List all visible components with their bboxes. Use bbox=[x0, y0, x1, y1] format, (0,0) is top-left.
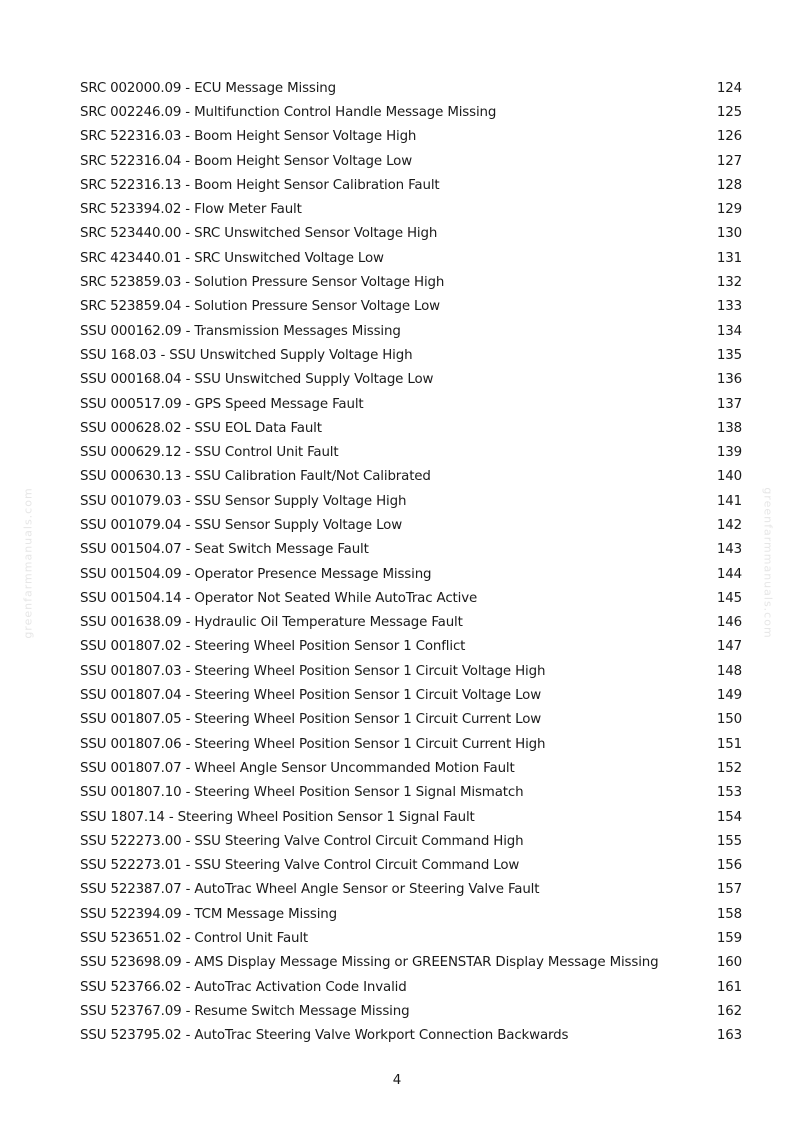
toc-entry-title: SSU 000168.04 - SSU Unswitched Supply Voltage Low bbox=[80, 372, 434, 388]
toc-entry[interactable] bbox=[80, 683, 742, 707]
toc-entry-title: SSU 000517.09 - GPS Speed Message Fault bbox=[80, 396, 364, 412]
toc-entry-title: SSU 001807.07 - Wheel Angle Sensor Uncommanded Motion Fault bbox=[80, 760, 515, 776]
toc-entry-page: 139 bbox=[716, 445, 742, 461]
toc-entry[interactable] bbox=[80, 343, 742, 367]
toc-entry[interactable] bbox=[80, 100, 742, 124]
toc-entry-page: 151 bbox=[716, 736, 742, 752]
toc-entry[interactable] bbox=[80, 125, 742, 149]
toc-entry-page: 129 bbox=[716, 202, 742, 218]
toc-entry[interactable] bbox=[80, 197, 742, 221]
toc-entry[interactable] bbox=[80, 319, 742, 343]
toc-entry-title: SSU 001807.05 - Steering Wheel Position Sensor 1 Circuit Current Low bbox=[80, 712, 542, 728]
toc-entry-title: SRC 523394.02 - Flow Meter Fault bbox=[80, 202, 302, 218]
toc-entry[interactable] bbox=[80, 854, 742, 878]
toc-entry-title: SSU 522273.01 - SSU Steering Valve Control Circuit Command Low bbox=[80, 858, 520, 874]
toc-entry[interactable] bbox=[80, 246, 742, 270]
toc-entry[interactable] bbox=[80, 173, 742, 197]
toc-entry[interactable] bbox=[80, 513, 742, 537]
toc-entry[interactable] bbox=[80, 975, 742, 999]
toc-entry[interactable] bbox=[80, 805, 742, 829]
toc-entry[interactable] bbox=[80, 659, 742, 683]
toc-entry-title: SRC 523440.00 - SRC Unswitched Sensor Voltage High bbox=[80, 226, 438, 242]
toc-entry-page: 128 bbox=[716, 177, 742, 193]
toc-entry[interactable] bbox=[80, 392, 742, 416]
toc-entry[interactable] bbox=[80, 878, 742, 902]
toc-entry-page: 140 bbox=[716, 469, 742, 485]
toc-entry-page: 157 bbox=[716, 882, 742, 898]
toc-entry-title: SSU 001504.07 - Seat Switch Message Fault bbox=[80, 542, 369, 558]
toc-entry-page: 144 bbox=[716, 566, 742, 582]
toc-entry-page: 154 bbox=[716, 809, 742, 825]
toc-entry-title: SSU 001079.04 - SSU Sensor Supply Voltage Low bbox=[80, 517, 403, 533]
toc-entry-title: SSU 1807.14 - Steering Wheel Position Sensor 1 Signal Fault bbox=[80, 809, 475, 825]
toc-entry[interactable] bbox=[80, 1024, 742, 1048]
toc-entry-title: SSU 001807.10 - Steering Wheel Position Sensor 1 Signal Mismatch bbox=[80, 785, 524, 801]
toc-entry-title: SSU 001638.09 - Hydraulic Oil Temperature Message Fault bbox=[80, 615, 463, 631]
toc-entry-title: SSU 001807.02 - Steering Wheel Position Sensor 1 Conflict bbox=[80, 639, 466, 655]
toc-entry-page: 162 bbox=[716, 1003, 742, 1019]
toc-entry-page: 137 bbox=[716, 396, 742, 412]
toc-entry-page: 134 bbox=[716, 323, 742, 339]
toc-entry-page: 163 bbox=[716, 1028, 742, 1044]
toc-entry-page: 149 bbox=[716, 688, 742, 704]
toc-entry-title: SSU 001079.03 - SSU Sensor Supply Voltage High bbox=[80, 493, 407, 509]
toc-entry-page: 161 bbox=[716, 979, 742, 995]
toc-entry[interactable] bbox=[80, 440, 742, 464]
toc-entry[interactable] bbox=[80, 222, 742, 246]
toc-entry-title: SSU 522273.00 - SSU Steering Valve Control Circuit Command High bbox=[80, 833, 524, 849]
toc-entry-page: 148 bbox=[716, 663, 742, 679]
toc-entry-title: SRC 522316.04 - Boom Height Sensor Voltage Low bbox=[80, 153, 413, 169]
toc-entry-title: SSU 523795.02 - AutoTrac Steering Valve Workport Connection Backwards bbox=[80, 1028, 569, 1044]
toc-entry-title: SSU 001504.09 - Operator Presence Message Missing bbox=[80, 566, 432, 582]
toc-entry[interactable] bbox=[80, 829, 742, 853]
toc-entry-page: 155 bbox=[716, 833, 742, 849]
toc-entry[interactable] bbox=[80, 926, 742, 950]
toc-entry-page: 127 bbox=[716, 153, 742, 169]
toc-entry-title: SSU 168.03 - SSU Unswitched Supply Voltage High bbox=[80, 347, 413, 363]
toc-entry-page: 138 bbox=[716, 420, 742, 436]
toc-entry[interactable] bbox=[80, 781, 742, 805]
watermark-left: greenfarmmanuals.com bbox=[21, 487, 35, 639]
toc-entry-title: SSU 523767.09 - Resume Switch Message Missing bbox=[80, 1003, 410, 1019]
toc-entry-title: SRC 423440.01 - SRC Unswitched Voltage Low bbox=[80, 250, 384, 266]
toc-entry-page: 124 bbox=[716, 80, 742, 96]
toc-entry-title: SSU 523698.09 - AMS Display Message Missing or GREENSTAR Display Message Missing bbox=[80, 955, 659, 971]
table-of-contents bbox=[80, 76, 742, 1048]
toc-entry[interactable] bbox=[80, 416, 742, 440]
toc-entry-title: SSU 001807.06 - Steering Wheel Position Sensor 1 Circuit Current High bbox=[80, 736, 546, 752]
toc-entry-page: 159 bbox=[716, 931, 742, 947]
toc-entry-title: SSU 000630.13 - SSU Calibration Fault/Not Calibrated bbox=[80, 469, 431, 485]
toc-entry[interactable] bbox=[80, 999, 742, 1023]
toc-entry[interactable] bbox=[80, 586, 742, 610]
toc-entry-page: 142 bbox=[716, 517, 742, 533]
toc-entry-title: SRC 522316.03 - Boom Height Sensor Voltage High bbox=[80, 129, 417, 145]
toc-entry-page: 131 bbox=[716, 250, 742, 266]
toc-entry[interactable] bbox=[80, 756, 742, 780]
toc-entry[interactable] bbox=[80, 465, 742, 489]
toc-entry[interactable] bbox=[80, 732, 742, 756]
toc-entry-page: 158 bbox=[716, 906, 742, 922]
toc-entry-title: SRC 523859.03 - Solution Pressure Sensor Voltage High bbox=[80, 275, 445, 291]
toc-entry-page: 145 bbox=[716, 590, 742, 606]
toc-entry-page: 153 bbox=[716, 785, 742, 801]
toc-entry-page: 135 bbox=[716, 347, 742, 363]
toc-entry[interactable] bbox=[80, 76, 742, 100]
toc-entry[interactable] bbox=[80, 635, 742, 659]
toc-entry-page: 132 bbox=[716, 275, 742, 291]
toc-entry-page: 141 bbox=[716, 493, 742, 509]
toc-entry-title: SSU 523766.02 - AutoTrac Activation Code Invalid bbox=[80, 979, 407, 995]
toc-entry-page: 126 bbox=[716, 129, 742, 145]
toc-entry[interactable] bbox=[80, 902, 742, 926]
watermark-right: greenfarmmanuals.com bbox=[761, 487, 775, 639]
toc-entry-page: 136 bbox=[716, 372, 742, 388]
toc-entry[interactable] bbox=[80, 562, 742, 586]
toc-entry-title: SSU 001807.03 - Steering Wheel Position Sensor 1 Circuit Voltage High bbox=[80, 663, 546, 679]
toc-entry-page: 160 bbox=[716, 955, 742, 971]
toc-entry-title: SSU 000162.09 - Transmission Messages Missing bbox=[80, 323, 401, 339]
toc-entry-title: SRC 523859.04 - Solution Pressure Sensor Voltage Low bbox=[80, 299, 440, 315]
toc-entry-page: 150 bbox=[716, 712, 742, 728]
toc-entry[interactable] bbox=[80, 489, 742, 513]
toc-entry[interactable] bbox=[80, 538, 742, 562]
toc-entry-title: SRC 522316.13 - Boom Height Sensor Calibration Fault bbox=[80, 177, 440, 193]
toc-entry[interactable] bbox=[80, 708, 742, 732]
toc-entry-page: 146 bbox=[716, 615, 742, 631]
toc-entry[interactable] bbox=[80, 149, 742, 173]
toc-entry[interactable] bbox=[80, 270, 742, 294]
toc-entry[interactable] bbox=[80, 951, 742, 975]
toc-entry-title: SSU 000629.12 - SSU Control Unit Fault bbox=[80, 445, 339, 461]
toc-entry-title: SSU 522387.07 - AutoTrac Wheel Angle Sensor or Steering Valve Fault bbox=[80, 882, 540, 898]
page-number: 4 bbox=[392, 1073, 402, 1088]
toc-entry-title: SSU 523651.02 - Control Unit Fault bbox=[80, 931, 309, 947]
toc-entry-page: 143 bbox=[716, 542, 742, 558]
toc-entry-title: SSU 522394.09 - TCM Message Missing bbox=[80, 906, 337, 922]
toc-entry-page: 147 bbox=[716, 639, 742, 655]
toc-entry[interactable] bbox=[80, 368, 742, 392]
toc-entry[interactable] bbox=[80, 611, 742, 635]
toc-entry[interactable] bbox=[80, 295, 742, 319]
toc-entry-page: 125 bbox=[716, 104, 742, 120]
toc-entry-title: SRC 002246.09 - Multifunction Control Handle Message Missing bbox=[80, 104, 497, 120]
toc-entry-title: SSU 000628.02 - SSU EOL Data Fault bbox=[80, 420, 322, 436]
toc-entry-title: SSU 001504.14 - Operator Not Seated While AutoTrac Active bbox=[80, 590, 478, 606]
toc-entry-title: SRC 002000.09 - ECU Message Missing bbox=[80, 80, 336, 96]
toc-entry-page: 152 bbox=[716, 760, 742, 776]
toc-entry-title: SSU 001807.04 - Steering Wheel Position Sensor 1 Circuit Voltage Low bbox=[80, 688, 542, 704]
toc-entry-page: 156 bbox=[716, 858, 742, 874]
toc-entry-page: 130 bbox=[716, 226, 742, 242]
toc-entry-page: 133 bbox=[716, 299, 742, 315]
